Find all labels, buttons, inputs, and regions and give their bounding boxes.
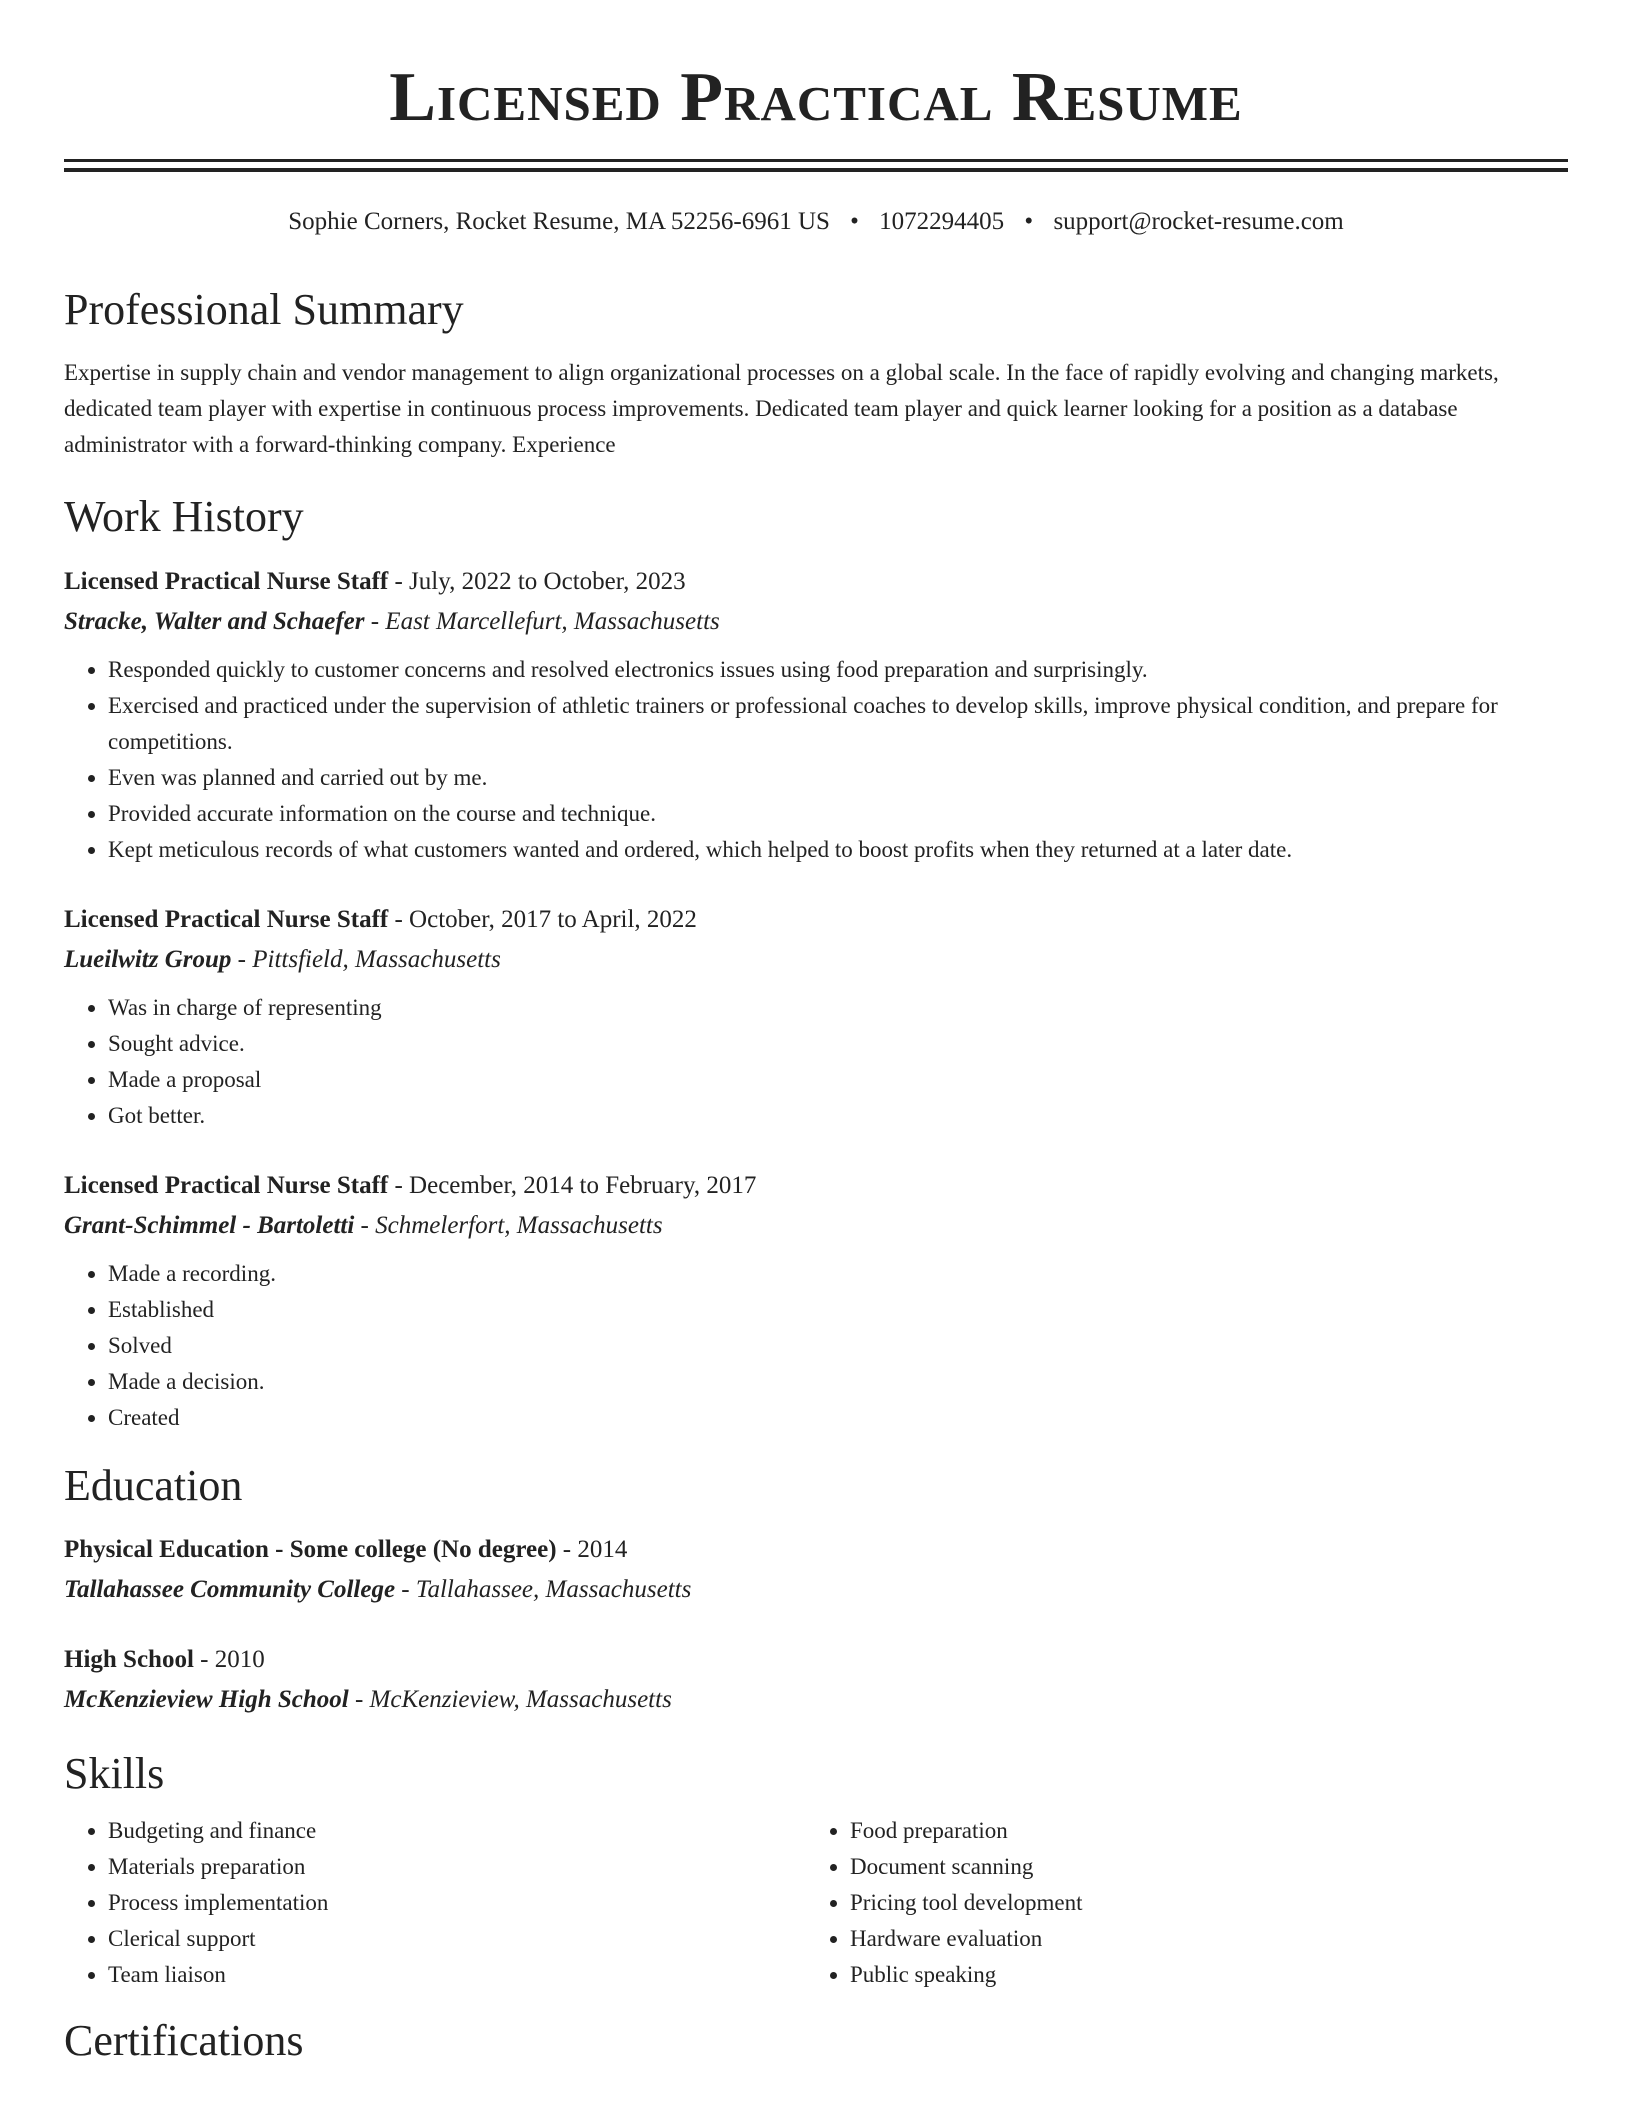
list-item: • Pricing tool development — [850, 1885, 1548, 1921]
education-entry — [64, 1640, 1568, 1720]
skills-column-left — [64, 1813, 806, 1993]
list-item: • Hardware evaluation — [850, 1921, 1548, 1957]
skills-grid — [64, 1813, 1568, 1993]
list-item: • Materials preparation — [108, 1849, 806, 1885]
job-dates: - October, 2017 to April, 2022 — [388, 905, 697, 933]
list-item: • Created — [108, 1400, 1568, 1436]
job-title: Licensed Practical Nurse Staff — [64, 905, 389, 933]
degree-line — [64, 1530, 1568, 1570]
company-location: - Pittsfield, Massachusetts — [231, 945, 501, 973]
list-item: • Exercised and practiced under the supervision of athletic trainers or professional coaches to develop skills, improve physical condition, and prepare for competitions. — [108, 688, 1568, 760]
school-line — [64, 1680, 1568, 1720]
list-item: • Public speaking — [850, 1957, 1548, 1993]
degree-line — [64, 1640, 1568, 1680]
certifications-heading: Certifications — [64, 2016, 304, 2066]
list-item: • Team liaison — [108, 1957, 806, 1993]
list-item: • Budgeting and finance — [108, 1813, 806, 1849]
company-name: Lueilwitz Group — [64, 945, 232, 973]
skills-column-right — [806, 1813, 1548, 1993]
list-item: • Made a recording. — [108, 1256, 1568, 1292]
job-duties-list — [64, 1256, 1568, 1436]
school-name: Tallahassee Community College — [64, 1576, 396, 1604]
list-item: • Solved — [108, 1328, 1568, 1364]
list-item: • Sought advice. — [108, 1026, 1568, 1062]
list-item: • Established — [108, 1292, 1568, 1328]
summary-text: Expertise in supply chain and vendor management to align organizational processes on a global scale. In the face of rapidly evolving and changing markets, dedicated team player with expertise in continuous process improvements. Dedicated team player and quick learner looking for a position as a database administrator with a forward-thinking company. Experience — [64, 359, 1499, 457]
list-item: • Made a proposal — [108, 1062, 1568, 1098]
list-item: • Food preparation — [850, 1813, 1548, 1849]
school-location: - McKenzieview, Massachusetts — [348, 1686, 672, 1714]
company-line — [64, 940, 1568, 980]
job-title-line — [64, 900, 1568, 940]
education-entry — [64, 1530, 1568, 1610]
company-location: - Schmelerfort, Massachusetts — [354, 1211, 663, 1239]
resume-title: Licensed Practical Resume — [389, 59, 1243, 136]
school-line — [64, 1570, 1568, 1610]
list-item: • Even was planned and carried out by me. — [108, 760, 1568, 796]
summary-heading: Professional Summary — [64, 285, 464, 334]
job-title-line — [64, 1166, 1568, 1206]
degree-year: - 2010 — [193, 1646, 265, 1674]
list-item: • Responded quickly to customer concerns and resolved electronics issues using food preparation and surprisingly. — [108, 652, 1568, 688]
list-item: • Was in charge of representing — [108, 990, 1568, 1026]
contact-separator: • — [1024, 207, 1034, 235]
list-item: • Process implementation — [108, 1885, 806, 1921]
company-line — [64, 602, 1568, 642]
job-entry — [64, 900, 1568, 1134]
title-rule-bottom — [64, 168, 1568, 172]
title-rule-top — [64, 159, 1568, 162]
contact-separator: • — [850, 207, 859, 235]
degree-year: - 2014 — [556, 1536, 628, 1564]
skills-heading: Skills — [64, 1749, 165, 1799]
job-dates: - July, 2022 to October, 2023 — [388, 567, 686, 595]
job-duties-list — [64, 990, 1568, 1134]
job-duties-list — [64, 652, 1568, 868]
list-item: • Got better. — [108, 1098, 1568, 1134]
work-history-heading: Work History — [64, 491, 304, 541]
education-heading: Education — [64, 1460, 243, 1510]
company-line — [64, 1206, 1568, 1246]
list-item: • Clerical support — [108, 1921, 806, 1957]
school-location: - Tallahassee, Massachusetts — [395, 1576, 692, 1604]
job-entry — [64, 1166, 1568, 1436]
contact-email[interactable]: support@rocket-resume.com — [1053, 207, 1344, 235]
list-item: • Made a decision. — [108, 1364, 1568, 1400]
job-dates: - December, 2014 to February, 2017 — [388, 1171, 757, 1199]
list-item: • Document scanning — [850, 1849, 1548, 1885]
company-location: - East Marcellefurt, Massachusetts — [364, 607, 720, 635]
company-name: Stracke, Walter and Schaefer — [64, 607, 365, 635]
list-item: • Provided accurate information on the course and technique. — [108, 796, 1568, 832]
degree-name: High School — [64, 1646, 194, 1674]
contact-line — [64, 206, 1568, 239]
job-title-line — [64, 562, 1568, 602]
contact-address: Sophie Corners, Rocket Resume, MA 52256-6961 US — [288, 207, 830, 235]
contact-phone: 1072294405 — [879, 207, 1005, 235]
job-title: Licensed Practical Nurse Staff — [64, 1171, 389, 1199]
skills-list — [806, 1813, 1548, 1993]
job-title: Licensed Practical Nurse Staff — [64, 567, 389, 595]
list-item: • Kept meticulous records of what customers wanted and ordered, which helped to boost profits when they returned at a later date. — [108, 832, 1568, 868]
school-name: McKenzieview High School — [64, 1686, 349, 1714]
skills-list — [64, 1813, 806, 1993]
job-entry — [64, 562, 1568, 868]
company-name: Grant-Schimmel - Bartoletti — [64, 1211, 355, 1239]
degree-name: Physical Education - Some college (No degree) — [64, 1536, 557, 1564]
